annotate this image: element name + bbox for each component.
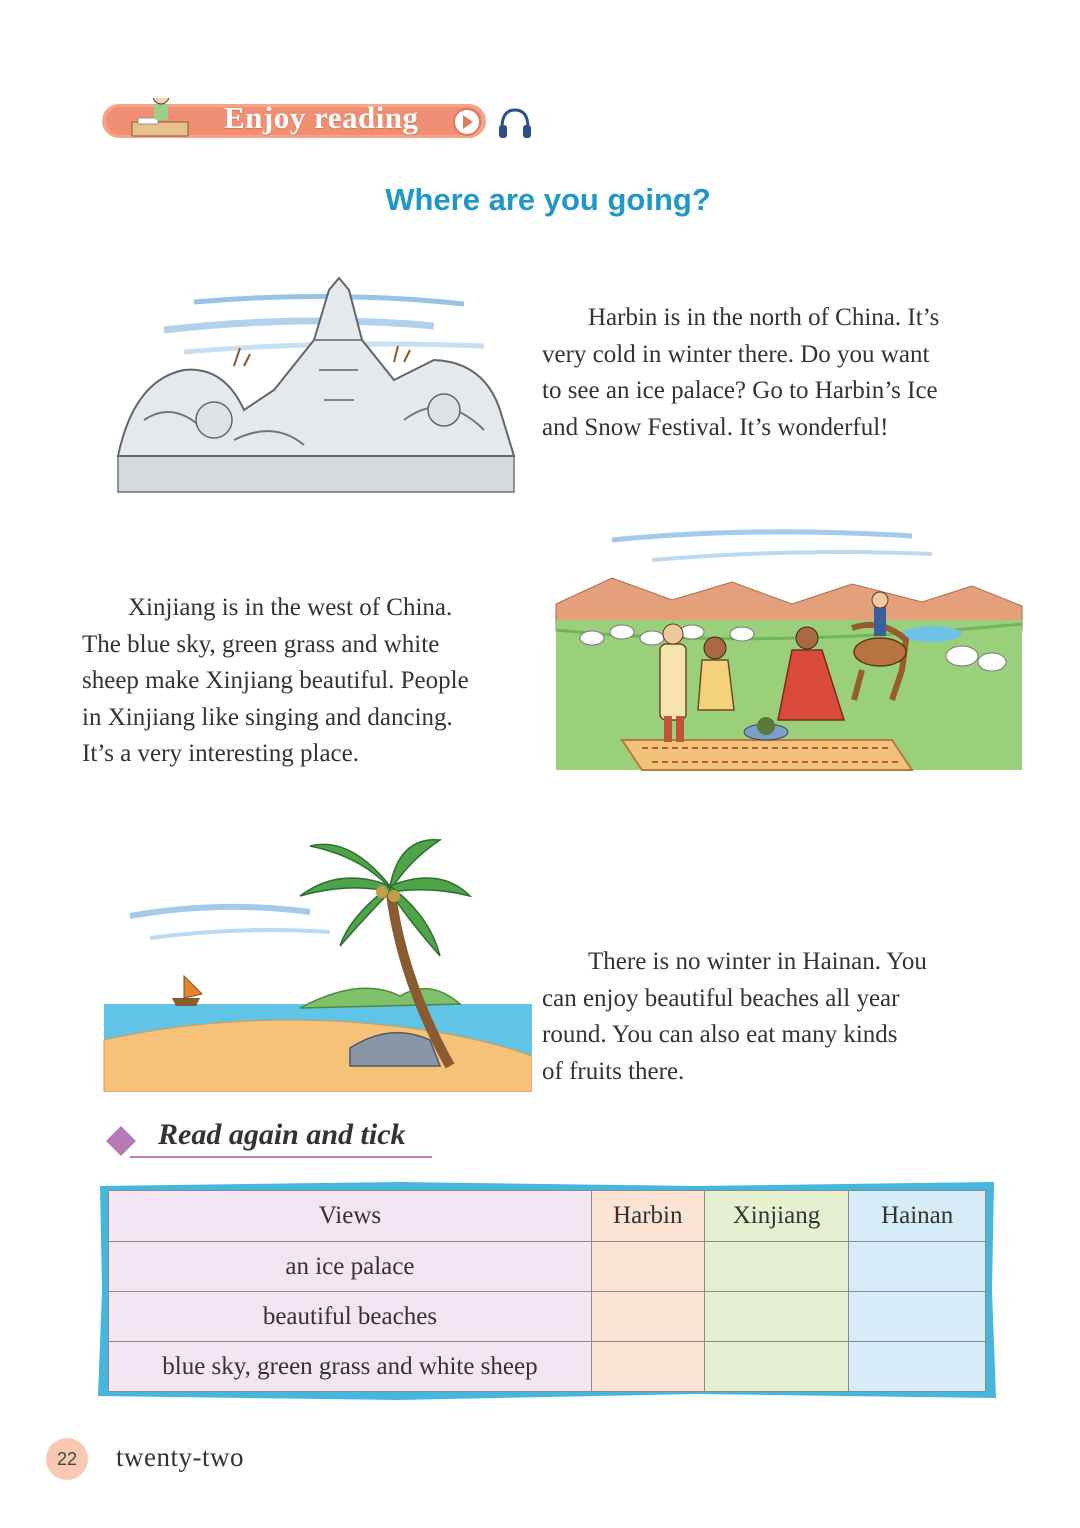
tick-cell-hainan[interactable]: [849, 1242, 986, 1292]
tick-cell-xinjiang[interactable]: [704, 1242, 849, 1292]
row-label: blue sky, green grass and white sheep: [109, 1342, 592, 1392]
tick-cell-harbin[interactable]: [591, 1292, 704, 1342]
task-title: Read again and tick: [158, 1118, 406, 1151]
table-row: [109, 1342, 986, 1392]
table-row: [109, 1292, 986, 1342]
page-number: 22: [56, 1449, 78, 1469]
story-title: Where are you going?: [385, 182, 711, 217]
row-label: an ice palace: [109, 1242, 592, 1292]
xinjiang-grassland-illustration: [552, 520, 1026, 796]
section-title: Enjoy reading: [224, 100, 419, 135]
header-harbin: Harbin: [591, 1191, 704, 1242]
hainan-beach-illustration: [100, 826, 532, 1092]
page-number-word: twenty-two: [116, 1442, 244, 1472]
tick-cell-xinjiang[interactable]: [704, 1342, 849, 1392]
harbin-paragraph: Harbin is in the north of China. It’s very cold in winter there. Do you want to see an ice palace? Go to Harbin’s Ice and Snow Festival. It’s wonderful!: [542, 304, 940, 441]
row-label: beautiful beaches: [109, 1292, 592, 1342]
header-xinjiang: Xinjiang: [704, 1191, 849, 1242]
tick-cell-hainan[interactable]: [849, 1342, 986, 1392]
tick-table: [108, 1190, 986, 1392]
diamond-icon: [104, 1124, 138, 1158]
tick-cell-hainan[interactable]: [849, 1292, 986, 1342]
headphones-icon[interactable]: [496, 104, 534, 142]
table-header-row: [109, 1191, 986, 1242]
play-icon[interactable]: [452, 107, 482, 137]
header-views: Views: [109, 1191, 592, 1242]
tick-cell-harbin[interactable]: [591, 1242, 704, 1292]
tick-cell-xinjiang[interactable]: [704, 1292, 849, 1342]
xinjiang-paragraph: Xinjiang is in the west of China. The blue sky, green grass and white sheep make Xinjiang beautiful. People in Xinjiang like singing and dancing. It’s a very interesting place.: [82, 594, 469, 767]
hainan-paragraph: There is no winter in Hainan. You can enjoy beautiful beaches all year round. You can also eat many kinds of fruits there.: [542, 948, 927, 1085]
tick-cell-harbin[interactable]: [591, 1342, 704, 1392]
ice-palace-illustration: [104, 270, 524, 502]
header-hainan: Hainan: [849, 1191, 986, 1242]
table-row: [109, 1242, 986, 1292]
task-underline: [130, 1156, 432, 1158]
